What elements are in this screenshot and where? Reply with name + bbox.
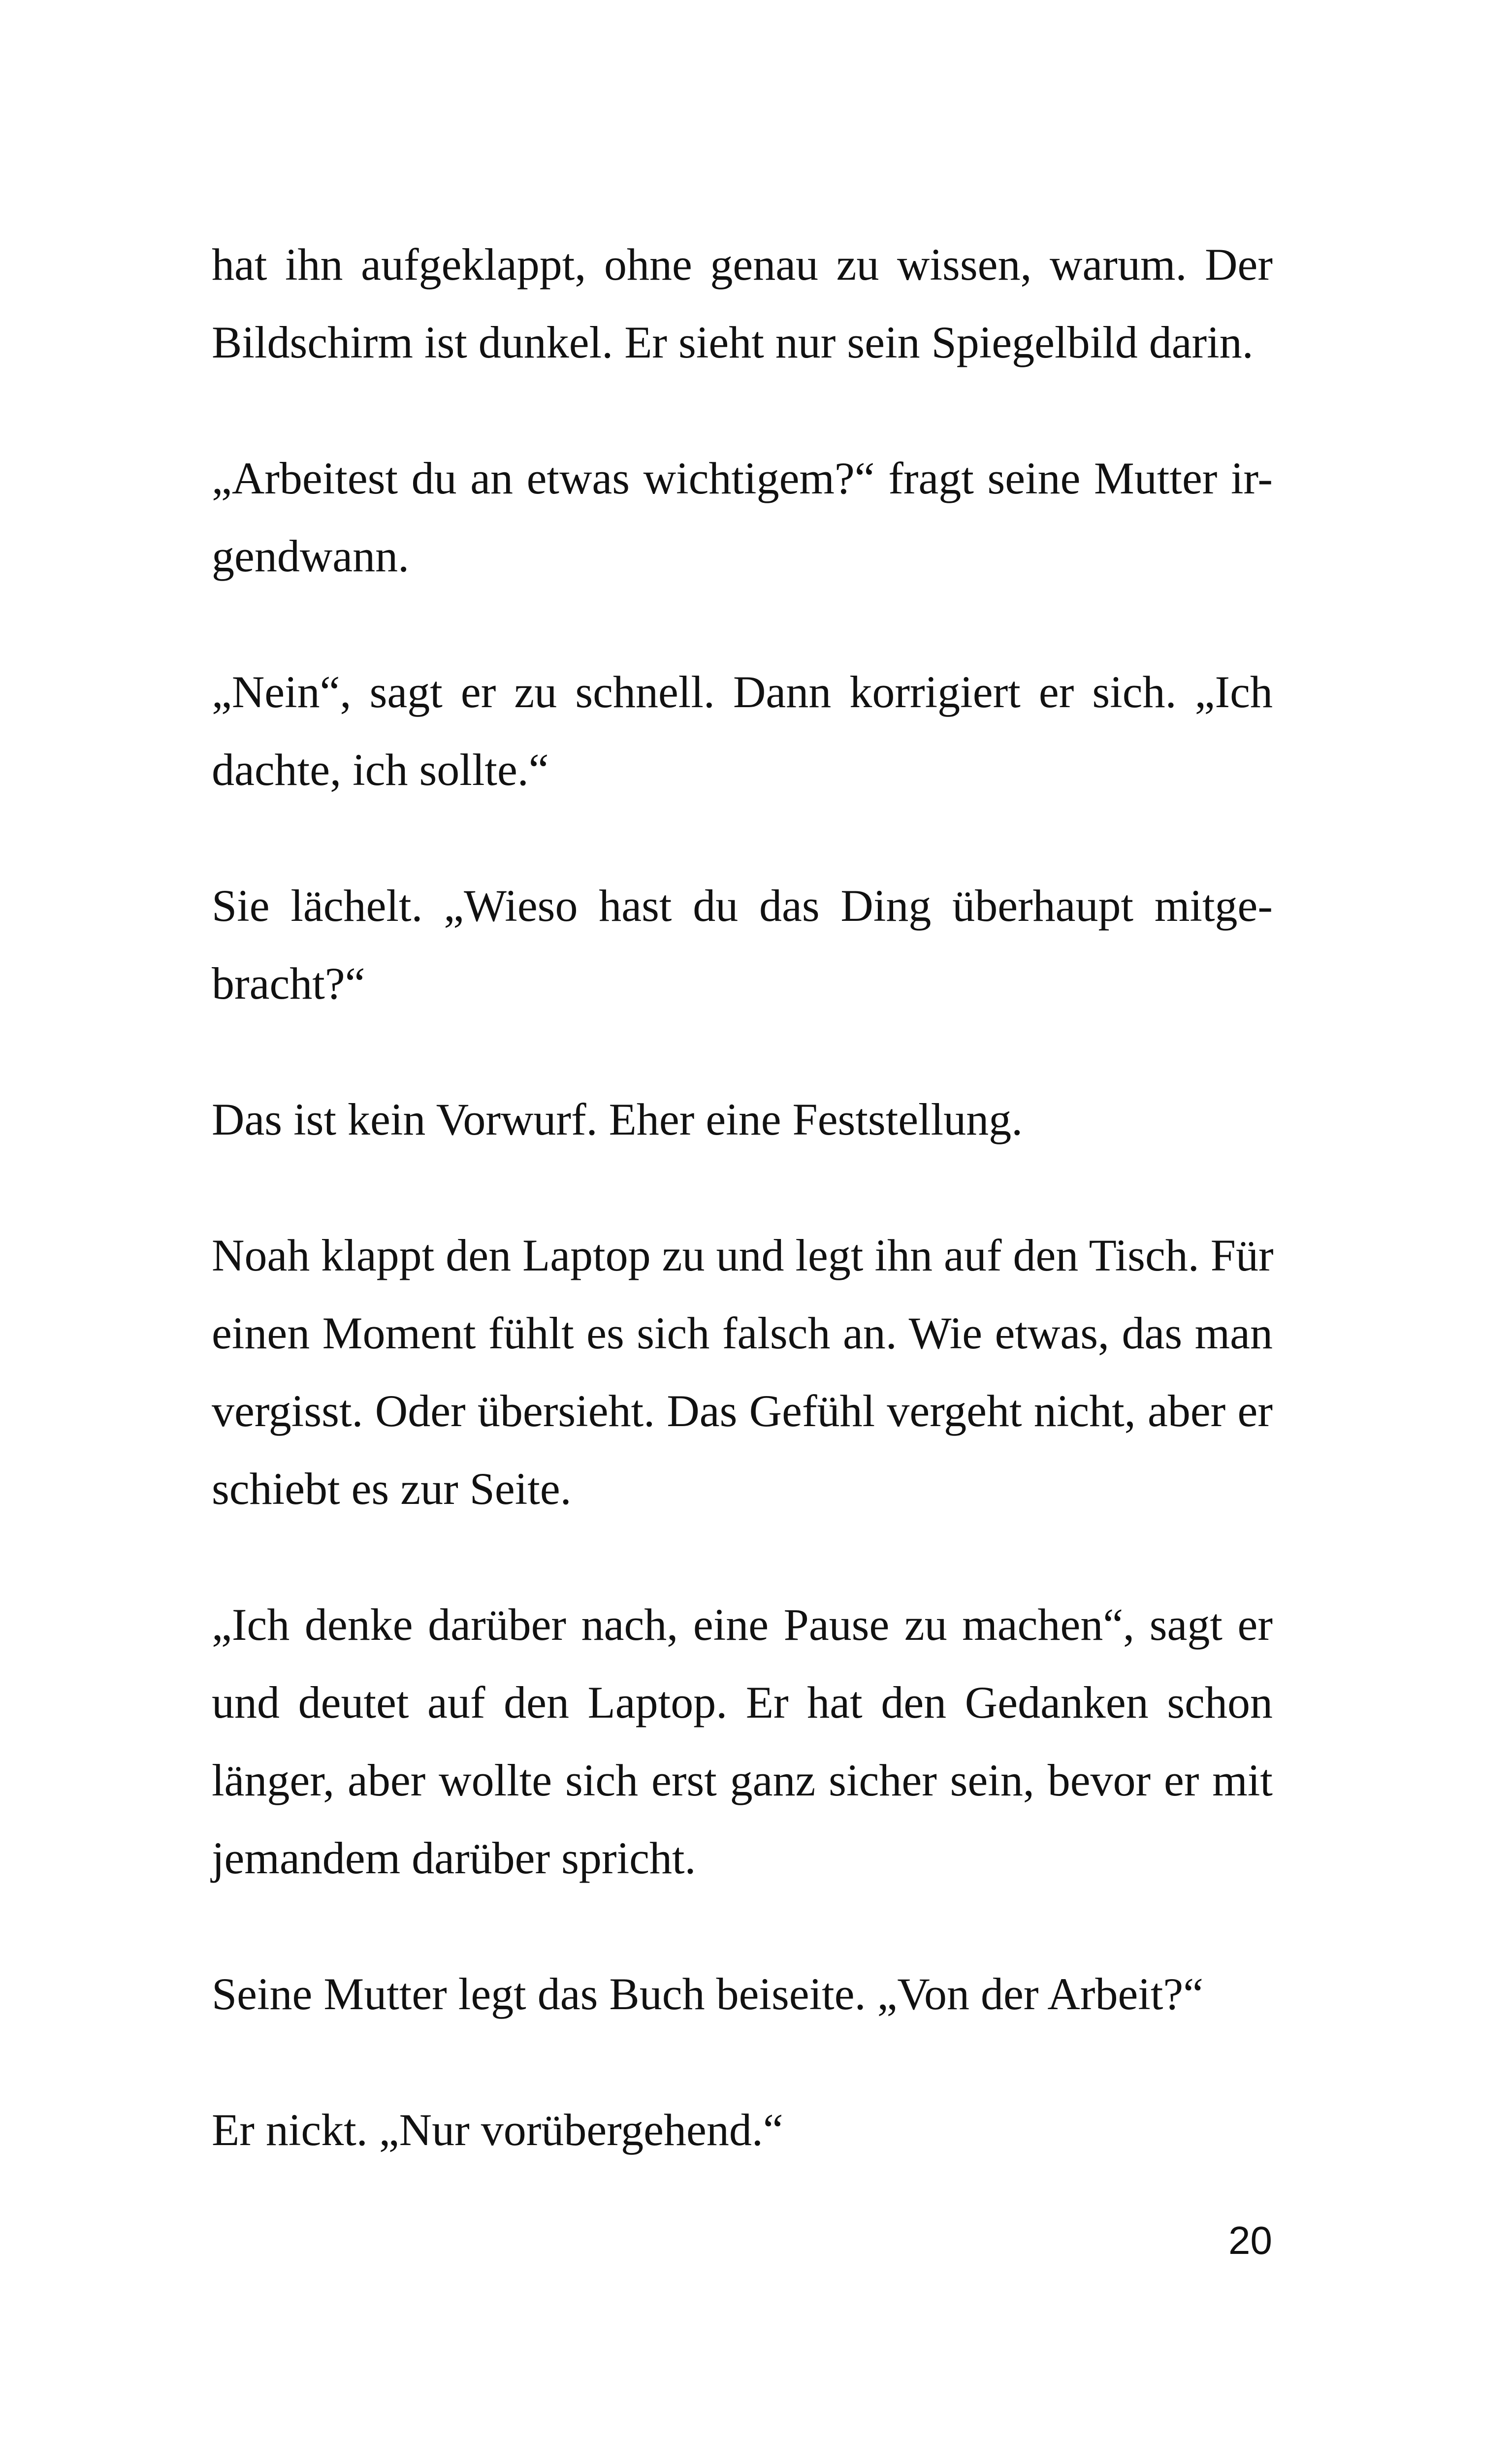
text-line: „Ich denke darüber nach, eine Pause zu machen“, sagt er [212, 1599, 1273, 1650]
page-number: 20 [1228, 2218, 1272, 2262]
text-line: schiebt es zur Seite. [212, 1464, 572, 1514]
paragraph [212, 653, 1273, 809]
text-line: Das ist kein Vorwurf. Eher eine Feststellung. [212, 1094, 1023, 1144]
text-line: einen Moment fühlt es sich falsch an. Wie etwas, das man [212, 1308, 1273, 1358]
text-line: dachte, ich sollte.“ [212, 745, 549, 795]
text-line: und deutet auf den Laptop. Er hat den Gedanken schon [212, 1677, 1273, 1727]
paragraph [212, 1216, 1273, 1528]
text-line: hat ihn aufgeklappt, ohne genau zu wissen, warum. Der [212, 239, 1273, 290]
text-line: Noah klappt den Laptop zu und legt ihn auf den Tisch. Für [212, 1230, 1274, 1280]
text-line: Er nickt. „Nur vorübergehend.“ [212, 2105, 783, 2155]
paragraph [212, 226, 1273, 381]
text-line: gendwann. [212, 531, 410, 581]
body-text [212, 226, 1273, 2227]
text-line: Bildschirm ist dunkel. Er sieht nur sein Spiegelbild darin. [212, 317, 1254, 367]
paragraph [212, 867, 1273, 1022]
text-line: Seine Mutter legt das Buch beiseite. „Von der Arbeit?“ [212, 1969, 1204, 2019]
text-line: vergisst. Oder übersieht. Das Gefühl vergeht nicht, aber er [212, 1386, 1273, 1436]
text-line: länger, aber wollte sich erst ganz sicher sein, bevor er mit [212, 1755, 1273, 1805]
paragraph [212, 1080, 1273, 1158]
paragraph [212, 1955, 1273, 2033]
paragraph [212, 1586, 1273, 1897]
text-line: „Nein“, sagt er zu schnell. Dann korrigiert er sich. „Ich [212, 667, 1273, 717]
paragraph [212, 2091, 1273, 2169]
paragraph [212, 439, 1273, 595]
text-line: „Arbeitest du an etwas wichtigem?“ fragt seine Mutter ir- [212, 453, 1273, 503]
text-line: Sie lächelt. „Wieso hast du das Ding überhaupt mitge- [212, 880, 1273, 931]
text-line: bracht?“ [212, 958, 365, 1009]
text-line: jemandem darüber spricht. [212, 1833, 696, 1883]
